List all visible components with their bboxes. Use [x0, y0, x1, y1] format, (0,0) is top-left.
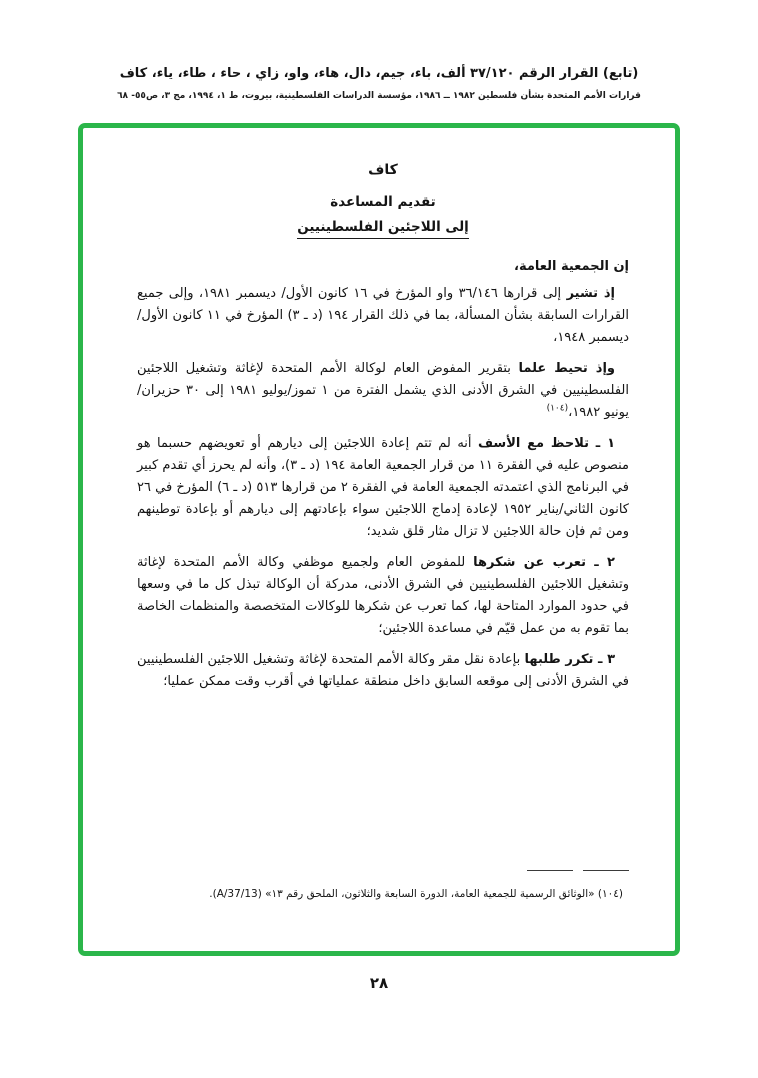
footnote-reference: (١٠٤): [546, 403, 569, 414]
paragraph-preamble-2: [137, 358, 629, 424]
paragraph-text: للمفوض العام ولجميع موظفي وكالة الأمم المتحدة لإغاثة وتشغيل اللاجئين الفلسطينيين في الشرق الأدنى، مدركة أن الوكالة تبذل كل ما في وسعها في حدود الموارد المتاحة لها، كما تعرب عن شكرها للوكالات المتخصصة والمنظمات الخاصة بما تقوم به من عمل قيّم في مساعدة اللاجئين؛: [137, 555, 629, 636]
paragraph-operative-3: [137, 649, 629, 693]
document-title-line2-text: إلى اللاجئين الفلسطينيين: [297, 219, 469, 239]
preamble-intro: إن الجمعية العامة،: [514, 259, 629, 274]
paragraph-operative-1: [137, 433, 629, 543]
document-title-line1: تقديم المساعدة: [330, 194, 436, 210]
paragraph-preamble-1: [137, 283, 629, 349]
paragraph-lead: إذ تشير: [566, 286, 615, 301]
footnote-separator-line: [583, 870, 629, 871]
paragraph-lead: وإذ تحيط علما: [518, 361, 615, 376]
page-number: ٢٨: [369, 974, 389, 992]
paragraph-operative-2: [137, 552, 629, 640]
document-title-line2: [137, 219, 629, 239]
header-source-citation: قرارات الأمم المتحدة بشأن فلسطين ١٩٨٢ ــ ١٩٨٦، مؤسسة الدراسات الفلسطينية، بيروت، ط ١، ١٩٩٤، مج ٣، ص٥٥- ٦٨: [117, 91, 641, 101]
section-letter: كاف: [368, 162, 398, 178]
paragraph-lead: ٢ ـ تعرب عن شكرها: [473, 555, 615, 570]
page-header: [0, 0, 758, 101]
footnote-area: [137, 852, 629, 903]
paragraph-text: بإعادة نقل مقر وكالة الأمم المتحدة لإغاثة وتشغيل اللاجئين الفلسطينيين في الشرق الأدنى إلى موقعه السابق داخل منطقة عملياتها في أقرب وقت ممكن عمليا؛: [137, 652, 629, 689]
header-title: (تابع) القرار الرقم ٣٧/١٢٠ ألف، باء، جيم، دال، هاء، واو، زاي ، حاء ، طاء، ياء، كاف: [119, 66, 639, 81]
paragraph-lead: ١ ـ تلاحظ مع الأسف: [477, 436, 615, 451]
paragraph-text: إلى قرارها ٣٦/١٤٦ واو المؤرخ في ١٦ كانون الأول/ ديسمبر ١٩٨١، وإلى جميع القرارات السابقة بشأن المسألة، بما في ذلك القرار ١٩٤ (د ـ ٣) المؤرخ في ١١ كانون الأول/ديسمبر ١٩٤٨،: [137, 286, 629, 345]
footnote-separator-line: [527, 870, 573, 871]
footnote-separator: [137, 870, 629, 871]
paragraph-text: أنه لم تتم إعادة اللاجئين إلى ديارهم أو تعويضهم حسبما هو منصوص عليه في الفقرة ١١ من قرار الجمعية العامة ١٩٤ (د ـ ٣)، وأنه لم يحرز أي تقدم كبير في البرنامج الذي اعتمدته الجمعية العامة في الفقرة ٢ من قرارها ٥١٣ (د ـ ٦) المؤرخ في ٢٦ كانون الثاني/يناير ١٩٥٢ لإعادة إدماج اللاجئين سواء بإعادتهم إلى ديارهم أو بإعادة توطينهم ومن ثم فإن حالة اللاجئين لا تزال مثار قلق شديد؛: [137, 436, 629, 539]
paragraph-text: بتقرير المفوض العام لوكالة الأمم المتحدة لإغاثة وتشغيل اللاجئين الفلسطينيين في الشرق الأدنى الذي يشمل الفترة من ١ تموز/يوليو ١٩٨١ إلى ٣٠ حزيران/يونيو ١٩٨٢،: [137, 361, 629, 420]
green-frame: [78, 123, 680, 956]
paragraph-lead: ٣ ـ تكرر طلبها: [524, 652, 616, 667]
footnote-text: (١٠٤) «الوثائق الرسمية للجمعية العامة، الدورة السابعة والثلاثون، الملحق رقم ١٣» (A/37/13).: [209, 888, 623, 900]
